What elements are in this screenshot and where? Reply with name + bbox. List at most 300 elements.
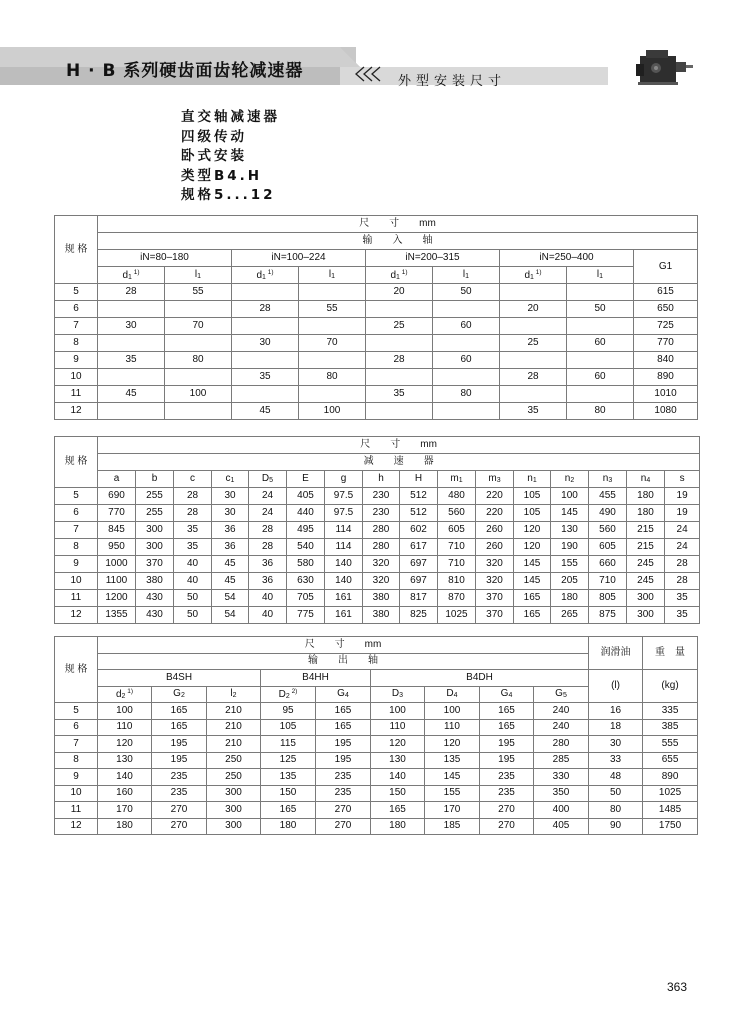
value-cell: 60 bbox=[567, 369, 634, 386]
value-cell: 48 bbox=[589, 769, 643, 786]
table-row bbox=[55, 403, 698, 420]
value-cell: 405 bbox=[287, 488, 325, 505]
reducer-table bbox=[54, 436, 700, 624]
col-g1: G1 bbox=[634, 250, 698, 284]
value-cell: 50 bbox=[174, 590, 212, 607]
value-cell: 825 bbox=[400, 607, 438, 624]
col-D2: D2 $^{2)}$ bbox=[261, 686, 316, 703]
value-cell: 235 bbox=[316, 785, 371, 802]
value-cell: 260 bbox=[476, 539, 514, 556]
value-cell: 35 bbox=[232, 369, 299, 386]
value-cell: 50 bbox=[589, 785, 643, 802]
value-cell: 28 bbox=[98, 284, 165, 301]
value-cell: 870 bbox=[438, 590, 476, 607]
value-cell: 19 bbox=[665, 505, 700, 522]
size-cell: 10 bbox=[55, 573, 98, 590]
value-cell: 28 bbox=[500, 369, 567, 386]
value-cell: 45 bbox=[98, 386, 165, 403]
intro-line-2: 四级传动 bbox=[181, 128, 247, 145]
table-row bbox=[55, 818, 698, 835]
table-row bbox=[55, 703, 698, 720]
value-cell: 110 bbox=[98, 719, 152, 736]
col-d1: d1 $^{1)}$ bbox=[366, 267, 433, 284]
value-cell: 512 bbox=[400, 505, 438, 522]
value-cell: 28 bbox=[665, 573, 700, 590]
value-cell: 380 bbox=[136, 573, 174, 590]
gearbox-image bbox=[632, 46, 694, 88]
col-n3: n3 bbox=[589, 471, 627, 488]
value-cell: 770 bbox=[634, 335, 698, 352]
value-cell: 255 bbox=[136, 488, 174, 505]
value-cell: 155 bbox=[551, 556, 589, 573]
value-cell bbox=[366, 403, 433, 420]
value-cell bbox=[500, 284, 567, 301]
value-cell: 165 bbox=[480, 719, 534, 736]
dim-title: 尺 寸 mm bbox=[98, 216, 698, 233]
size-cell: 7 bbox=[55, 522, 98, 539]
value-cell: 145 bbox=[514, 573, 551, 590]
value-cell: 480 bbox=[438, 488, 476, 505]
value-cell: 190 bbox=[551, 539, 589, 556]
value-cell: 97.5 bbox=[325, 505, 363, 522]
value-cell: 245 bbox=[627, 573, 665, 590]
size-cell: 12 bbox=[55, 818, 98, 835]
size-cell: 6 bbox=[55, 301, 98, 318]
value-cell: 50 bbox=[174, 607, 212, 624]
value-cell bbox=[500, 386, 567, 403]
value-cell: 165 bbox=[152, 703, 207, 720]
value-cell: 120 bbox=[425, 736, 480, 753]
col-g2: G2 bbox=[152, 686, 207, 703]
value-cell: 100 bbox=[551, 488, 589, 505]
value-cell: 1010 bbox=[634, 386, 698, 403]
value-cell: 45 bbox=[212, 556, 249, 573]
section-title: 输 出 轴 bbox=[98, 653, 589, 670]
value-cell: 114 bbox=[325, 522, 363, 539]
value-cell: 135 bbox=[261, 769, 316, 786]
col-m3: m3 bbox=[476, 471, 514, 488]
size-cell: 11 bbox=[55, 802, 98, 819]
value-cell: 105 bbox=[261, 719, 316, 736]
size-cell: 11 bbox=[55, 386, 98, 403]
value-cell: 140 bbox=[325, 573, 363, 590]
value-cell bbox=[433, 301, 500, 318]
value-cell: 145 bbox=[514, 556, 551, 573]
value-cell: 840 bbox=[634, 352, 698, 369]
value-cell: 580 bbox=[287, 556, 325, 573]
value-cell: 35 bbox=[500, 403, 567, 420]
table-row bbox=[55, 352, 698, 369]
value-cell: 30 bbox=[589, 736, 643, 753]
oil-unit: (l) bbox=[589, 670, 643, 703]
col-s: s bbox=[665, 471, 700, 488]
value-cell bbox=[98, 335, 165, 352]
value-cell: 890 bbox=[643, 769, 698, 786]
value-cell: 710 bbox=[438, 556, 476, 573]
value-cell: 710 bbox=[589, 573, 627, 590]
value-cell: 775 bbox=[287, 607, 325, 624]
value-cell: 54 bbox=[212, 590, 249, 607]
size-cell: 10 bbox=[55, 369, 98, 386]
size-cell: 6 bbox=[55, 505, 98, 522]
value-cell: 28 bbox=[174, 488, 212, 505]
value-cell bbox=[366, 335, 433, 352]
value-cell: 400 bbox=[534, 802, 589, 819]
size-cell: 7 bbox=[55, 736, 98, 753]
value-cell: 100 bbox=[425, 703, 480, 720]
value-cell: 80 bbox=[165, 352, 232, 369]
value-cell: 370 bbox=[136, 556, 174, 573]
table-row bbox=[55, 719, 698, 736]
table-row bbox=[55, 522, 700, 539]
value-cell: 165 bbox=[316, 703, 371, 720]
value-cell: 161 bbox=[325, 607, 363, 624]
value-cell: 280 bbox=[534, 736, 589, 753]
col-d4: D4 bbox=[425, 686, 480, 703]
value-cell: 602 bbox=[400, 522, 438, 539]
value-cell: 165 bbox=[514, 590, 551, 607]
col-n2: n2 bbox=[551, 471, 589, 488]
size-cell: 5 bbox=[55, 488, 98, 505]
value-cell: 285 bbox=[534, 752, 589, 769]
intro-line-4: 类型B4.H bbox=[181, 167, 263, 184]
col-d3: D3 bbox=[371, 686, 425, 703]
value-cell: 165 bbox=[316, 719, 371, 736]
value-cell: 230 bbox=[363, 505, 400, 522]
value-cell: 455 bbox=[589, 488, 627, 505]
value-cell: 697 bbox=[400, 573, 438, 590]
value-cell: 30 bbox=[98, 318, 165, 335]
intro-line-1: 直交轴减速器 bbox=[181, 109, 280, 125]
value-cell: 55 bbox=[299, 301, 366, 318]
value-cell bbox=[165, 369, 232, 386]
value-cell: 560 bbox=[438, 505, 476, 522]
ratio-group-1: iN=80–180 bbox=[98, 250, 232, 267]
table-row bbox=[55, 769, 698, 786]
table-row bbox=[55, 556, 700, 573]
value-cell bbox=[433, 335, 500, 352]
value-cell: 114 bbox=[325, 539, 363, 556]
ratio-group-4: iN=250–400 bbox=[500, 250, 634, 267]
value-cell: 30 bbox=[212, 488, 249, 505]
table-row bbox=[55, 505, 700, 522]
value-cell: 655 bbox=[643, 752, 698, 769]
value-cell: 270 bbox=[316, 802, 371, 819]
value-cell: 24 bbox=[665, 522, 700, 539]
size-cell: 7 bbox=[55, 318, 98, 335]
value-cell: 235 bbox=[480, 769, 534, 786]
value-cell: 280 bbox=[363, 522, 400, 539]
col-h: h bbox=[363, 471, 400, 488]
value-cell: 100 bbox=[165, 386, 232, 403]
col-g: g bbox=[325, 471, 363, 488]
value-cell: 320 bbox=[363, 556, 400, 573]
value-cell: 560 bbox=[589, 522, 627, 539]
value-cell: 1025 bbox=[643, 785, 698, 802]
value-cell: 300 bbox=[627, 590, 665, 607]
value-cell: 300 bbox=[207, 802, 261, 819]
value-cell: 260 bbox=[476, 522, 514, 539]
value-cell: 710 bbox=[438, 539, 476, 556]
value-cell: 605 bbox=[589, 539, 627, 556]
value-cell: 330 bbox=[534, 769, 589, 786]
dim-title: 尺 寸 mm bbox=[98, 437, 700, 454]
value-cell: 30 bbox=[232, 335, 299, 352]
value-cell bbox=[232, 318, 299, 335]
header-subtitle: 外型安装尺寸 bbox=[398, 74, 507, 89]
section-title: 输 入 轴 bbox=[98, 233, 698, 250]
value-cell: 40 bbox=[249, 607, 287, 624]
ratio-group-2: iN=100–224 bbox=[232, 250, 366, 267]
value-cell: 24 bbox=[249, 505, 287, 522]
value-cell: 60 bbox=[433, 318, 500, 335]
value-cell: 195 bbox=[316, 752, 371, 769]
col-n4: n4 bbox=[627, 471, 665, 488]
value-cell: 161 bbox=[325, 590, 363, 607]
value-cell: 155 bbox=[425, 785, 480, 802]
value-cell bbox=[98, 369, 165, 386]
value-cell: 195 bbox=[152, 752, 207, 769]
value-cell: 165 bbox=[261, 802, 316, 819]
table-row bbox=[55, 607, 700, 624]
value-cell: 35 bbox=[98, 352, 165, 369]
value-cell bbox=[433, 369, 500, 386]
group-b4sh: B4SH bbox=[98, 670, 261, 687]
value-cell: 210 bbox=[207, 719, 261, 736]
table-row bbox=[55, 590, 700, 607]
value-cell: 630 bbox=[287, 573, 325, 590]
value-cell: 180 bbox=[371, 818, 425, 835]
value-cell: 705 bbox=[287, 590, 325, 607]
value-cell: 130 bbox=[551, 522, 589, 539]
group-b4dh: B4DH bbox=[371, 670, 589, 687]
value-cell bbox=[299, 386, 366, 403]
value-cell: 615 bbox=[634, 284, 698, 301]
value-cell: 50 bbox=[567, 301, 634, 318]
value-cell: 555 bbox=[643, 736, 698, 753]
value-cell: 320 bbox=[476, 573, 514, 590]
value-cell: 270 bbox=[316, 818, 371, 835]
value-cell: 185 bbox=[425, 818, 480, 835]
value-cell: 210 bbox=[207, 703, 261, 720]
value-cell: 300 bbox=[207, 785, 261, 802]
value-cell: 35 bbox=[665, 607, 700, 624]
col-n1: n1 bbox=[514, 471, 551, 488]
col-d1: d1 $^{1)}$ bbox=[98, 267, 165, 284]
value-cell: 1100 bbox=[98, 573, 136, 590]
value-cell: 120 bbox=[514, 539, 551, 556]
value-cell bbox=[165, 403, 232, 420]
table-row bbox=[55, 802, 698, 819]
col-g4b: G4 bbox=[480, 686, 534, 703]
col-g5: G5 bbox=[534, 686, 589, 703]
value-cell bbox=[299, 352, 366, 369]
section-title: 减 速 器 bbox=[98, 454, 700, 471]
group-b4hh: B4HH bbox=[261, 670, 371, 687]
value-cell: 385 bbox=[643, 719, 698, 736]
chevrons-icon bbox=[352, 64, 392, 84]
value-cell: 60 bbox=[433, 352, 500, 369]
value-cell: 110 bbox=[371, 719, 425, 736]
value-cell bbox=[299, 318, 366, 335]
table-row bbox=[55, 301, 698, 318]
size-cell: 5 bbox=[55, 703, 98, 720]
value-cell: 19 bbox=[665, 488, 700, 505]
size-cell: 10 bbox=[55, 785, 98, 802]
col-l1: l1 bbox=[299, 267, 366, 284]
value-cell: 805 bbox=[589, 590, 627, 607]
value-cell: 170 bbox=[425, 802, 480, 819]
value-cell: 145 bbox=[551, 505, 589, 522]
intro-line-5: 规格5...12 bbox=[181, 187, 276, 203]
value-cell: 195 bbox=[480, 736, 534, 753]
table-row bbox=[55, 752, 698, 769]
value-cell: 690 bbox=[98, 488, 136, 505]
value-cell: 250 bbox=[207, 752, 261, 769]
value-cell: 115 bbox=[261, 736, 316, 753]
value-cell: 890 bbox=[634, 369, 698, 386]
value-cell: 140 bbox=[98, 769, 152, 786]
value-cell: 430 bbox=[136, 590, 174, 607]
value-cell: 300 bbox=[627, 607, 665, 624]
value-cell: 810 bbox=[438, 573, 476, 590]
value-cell: 617 bbox=[400, 539, 438, 556]
value-cell: 18 bbox=[589, 719, 643, 736]
value-cell: 45 bbox=[212, 573, 249, 590]
col-c1: c1 bbox=[212, 471, 249, 488]
value-cell: 165 bbox=[514, 607, 551, 624]
value-cell: 430 bbox=[136, 607, 174, 624]
size-cell: 9 bbox=[55, 556, 98, 573]
value-cell: 660 bbox=[589, 556, 627, 573]
value-cell: 180 bbox=[551, 590, 589, 607]
value-cell: 145 bbox=[425, 769, 480, 786]
value-cell: 80 bbox=[433, 386, 500, 403]
table-row bbox=[55, 318, 698, 335]
value-cell: 265 bbox=[551, 607, 589, 624]
value-cell: 370 bbox=[476, 590, 514, 607]
value-cell: 697 bbox=[400, 556, 438, 573]
value-cell bbox=[567, 386, 634, 403]
value-cell: 165 bbox=[371, 802, 425, 819]
value-cell: 100 bbox=[98, 703, 152, 720]
value-cell: 817 bbox=[400, 590, 438, 607]
value-cell: 120 bbox=[371, 736, 425, 753]
value-cell: 1355 bbox=[98, 607, 136, 624]
value-cell: 40 bbox=[174, 573, 212, 590]
value-cell: 28 bbox=[249, 522, 287, 539]
value-cell: 1200 bbox=[98, 590, 136, 607]
value-cell: 300 bbox=[207, 818, 261, 835]
value-cell: 195 bbox=[316, 736, 371, 753]
size-header: 规 格 bbox=[55, 637, 98, 703]
value-cell: 845 bbox=[98, 522, 136, 539]
value-cell: 280 bbox=[363, 539, 400, 556]
value-cell: 130 bbox=[371, 752, 425, 769]
size-cell: 8 bbox=[55, 752, 98, 769]
value-cell: 110 bbox=[425, 719, 480, 736]
value-cell bbox=[98, 301, 165, 318]
value-cell: 235 bbox=[316, 769, 371, 786]
value-cell: 770 bbox=[98, 505, 136, 522]
value-cell: 28 bbox=[249, 539, 287, 556]
value-cell: 24 bbox=[249, 488, 287, 505]
value-cell: 35 bbox=[366, 386, 433, 403]
value-cell: 95 bbox=[261, 703, 316, 720]
value-cell bbox=[567, 318, 634, 335]
value-cell: 950 bbox=[98, 539, 136, 556]
value-cell: 130 bbox=[98, 752, 152, 769]
value-cell: 140 bbox=[371, 769, 425, 786]
value-cell: 1025 bbox=[438, 607, 476, 624]
intro-line-3: 卧式安装 bbox=[181, 148, 247, 164]
col-d5: D5 bbox=[249, 471, 287, 488]
value-cell: 36 bbox=[212, 522, 249, 539]
value-cell: 205 bbox=[551, 573, 589, 590]
value-cell: 16 bbox=[589, 703, 643, 720]
value-cell: 240 bbox=[534, 719, 589, 736]
value-cell: 1750 bbox=[643, 818, 698, 835]
value-cell: 605 bbox=[438, 522, 476, 539]
value-cell: 270 bbox=[480, 818, 534, 835]
dim-title: 尺 寸 mm bbox=[98, 637, 589, 654]
col-b: b bbox=[136, 471, 174, 488]
value-cell: 512 bbox=[400, 488, 438, 505]
value-cell: 25 bbox=[500, 335, 567, 352]
value-cell: 235 bbox=[152, 785, 207, 802]
value-cell: 725 bbox=[634, 318, 698, 335]
value-cell: 100 bbox=[299, 403, 366, 420]
col-d1: d1 $^{1)}$ bbox=[232, 267, 299, 284]
value-cell: 165 bbox=[480, 703, 534, 720]
value-cell: 300 bbox=[136, 539, 174, 556]
col-d2: d2 $^{1)}$ bbox=[98, 686, 152, 703]
value-cell: 255 bbox=[136, 505, 174, 522]
value-cell: 875 bbox=[589, 607, 627, 624]
value-cell bbox=[567, 352, 634, 369]
value-cell: 80 bbox=[299, 369, 366, 386]
table-row bbox=[55, 335, 698, 352]
value-cell: 215 bbox=[627, 522, 665, 539]
value-cell: 120 bbox=[98, 736, 152, 753]
col-a: a bbox=[98, 471, 136, 488]
value-cell: 1485 bbox=[643, 802, 698, 819]
size-cell: 8 bbox=[55, 539, 98, 556]
size-header: 规 格 bbox=[55, 216, 98, 284]
value-cell: 54 bbox=[212, 607, 249, 624]
col-l2: l2 bbox=[207, 686, 261, 703]
table-row bbox=[55, 736, 698, 753]
value-cell: 540 bbox=[287, 539, 325, 556]
col-e: E bbox=[287, 471, 325, 488]
weight-unit: (kg) bbox=[643, 670, 698, 703]
value-cell: 35 bbox=[665, 590, 700, 607]
size-cell: 9 bbox=[55, 352, 98, 369]
value-cell: 195 bbox=[480, 752, 534, 769]
value-cell: 230 bbox=[363, 488, 400, 505]
value-cell: 180 bbox=[98, 818, 152, 835]
value-cell: 235 bbox=[480, 785, 534, 802]
oil-label: 润滑油 bbox=[589, 637, 643, 670]
value-cell: 270 bbox=[152, 818, 207, 835]
value-cell: 40 bbox=[249, 590, 287, 607]
value-cell: 235 bbox=[152, 769, 207, 786]
page-number: 363 bbox=[667, 980, 688, 994]
col-l1: l1 bbox=[567, 267, 634, 284]
value-cell: 20 bbox=[500, 301, 567, 318]
value-cell: 160 bbox=[98, 785, 152, 802]
value-cell: 350 bbox=[534, 785, 589, 802]
